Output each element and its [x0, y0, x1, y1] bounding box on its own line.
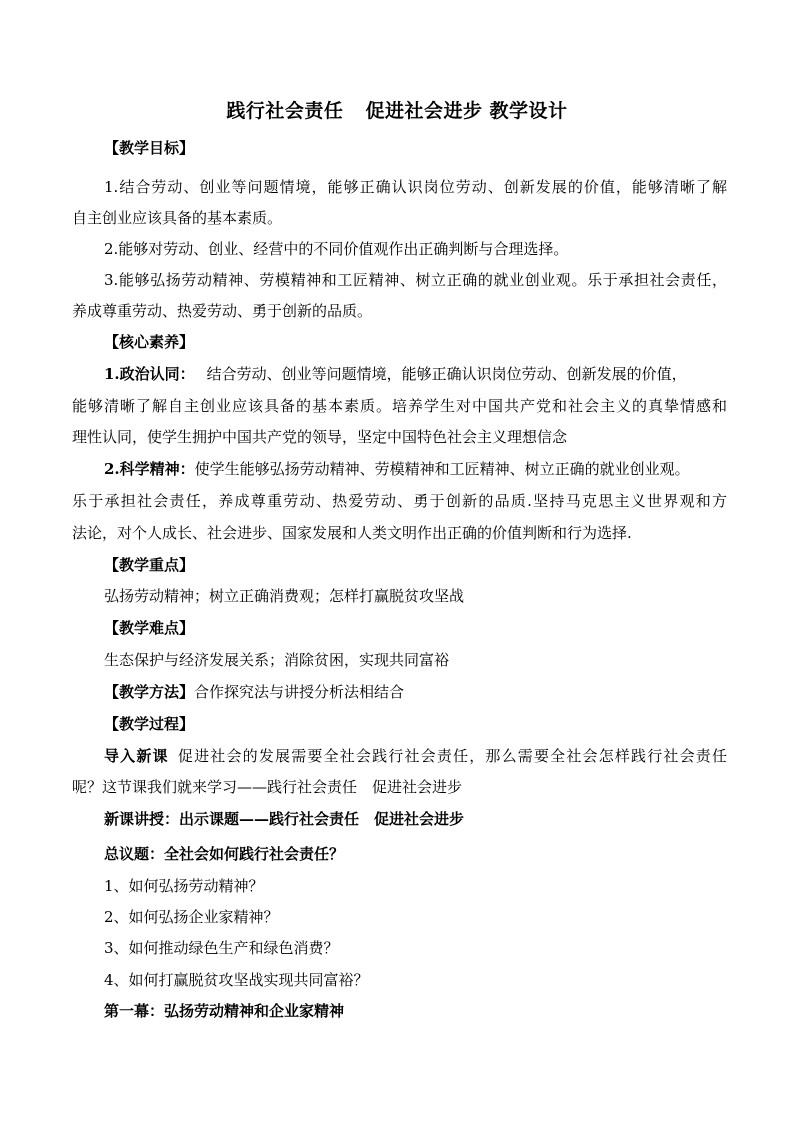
new-lesson-line: 新课讲授：出示课题——践行社会责任 促进社会进步	[104, 810, 465, 828]
main-question: 总议题：全社会如何践行社会责任？	[104, 845, 345, 863]
objectives-heading: 【教学目标】	[104, 139, 195, 157]
methods-line	[104, 682, 727, 702]
question-1: 1、如何弘扬劳动精神？	[104, 877, 264, 895]
title-part-2: 促进社会进步 教学设计	[365, 100, 568, 122]
literacy-heading: 【核心素养】	[104, 333, 195, 351]
literacy-2-line-2: 乐于承担社会责任，养成尊重劳动、热爱劳动、勇于创新的品质.坚持马克思主义世界观和方	[72, 492, 727, 510]
methods-text: 合作探究法与讲授分析法相结合	[194, 683, 405, 701]
literacy-1-line-3: 理性认同，使学生拥护中国共产党的领导，坚定中国特色社会主义理想信念	[72, 428, 568, 446]
methods-heading: 【教学方法】	[104, 683, 195, 701]
document-title	[0, 96, 794, 123]
intro-text: 促进社会的发展需要全社会践行社会责任，那么需要全社会怎样践行社会责任	[176, 747, 727, 765]
act-1-heading: 第一幕：弘扬劳动精神和企业家精神	[104, 1002, 345, 1020]
title-part-1: 践行社会责任	[226, 100, 344, 122]
literacy-1-label: 1.政治认同：	[104, 365, 195, 383]
intro-line-1	[104, 746, 727, 766]
literacy-2-line-1	[104, 459, 727, 479]
objective-1-line-2: 自主创业应该具备的基本素质。	[72, 209, 283, 227]
intro-line-2: 呢？这节课我们就来学习——践行社会责任 促进社会进步	[72, 778, 463, 796]
key-points-heading: 【教学重点】	[104, 556, 195, 574]
difficulties-text: 生态保护与经济发展关系；消除贫困，实现共同富裕	[104, 651, 450, 669]
process-heading: 【教学过程】	[104, 715, 195, 733]
literacy-1-line-2: 能够清晰了解自主创业应该具备的基本素质。培养学生对中国共产党和社会主义的真挚情感和	[72, 397, 727, 415]
literacy-1-text: 结合劳动、创业等问题情境，能够正确认识岗位劳动、创新发展的价值，	[206, 365, 687, 383]
objective-3-line-1: 3.能够弘扬劳动精神、劳模精神和工匠精神、树立正确的就业创业观。乐于承担社会责任，	[104, 271, 727, 289]
objective-3-line-2: 养成尊重劳动、热爱劳动、勇于创新的品质。	[72, 302, 373, 320]
objective-2: 2.能够对劳动、创业、经营中的不同价值观作出正确判断与合理选择。	[104, 240, 569, 258]
question-2: 2、如何弘扬企业家精神？	[104, 908, 279, 926]
question-3: 3、如何推动绿色生产和绿色消费？	[104, 939, 339, 957]
question-4: 4、如何打赢脱贫攻坚战实现共同富裕？	[104, 971, 369, 989]
literacy-1-line-1	[104, 364, 727, 384]
difficulties-heading: 【教学难点】	[104, 619, 195, 637]
intro-label: 导入新课	[104, 747, 169, 765]
key-points-text: 弘扬劳动精神；树立正确消费观；怎样打赢脱贫攻坚战	[104, 587, 465, 605]
literacy-2-label: 2.科学精神：	[104, 460, 195, 478]
literacy-2-line-3: 法论，对个人成长、社会进步、国家发展和人类文明作出正确的价值判断和行为选择.	[72, 524, 632, 542]
objective-1-line-1: 1.结合劳动、创业等问题情境，能够正确认识岗位劳动、创新发展的价值，能够清晰了解	[104, 178, 727, 196]
literacy-2-text: 使学生能够弘扬劳动精神、劳模精神和工匠精神、树立正确的就业创业观。	[194, 460, 690, 478]
